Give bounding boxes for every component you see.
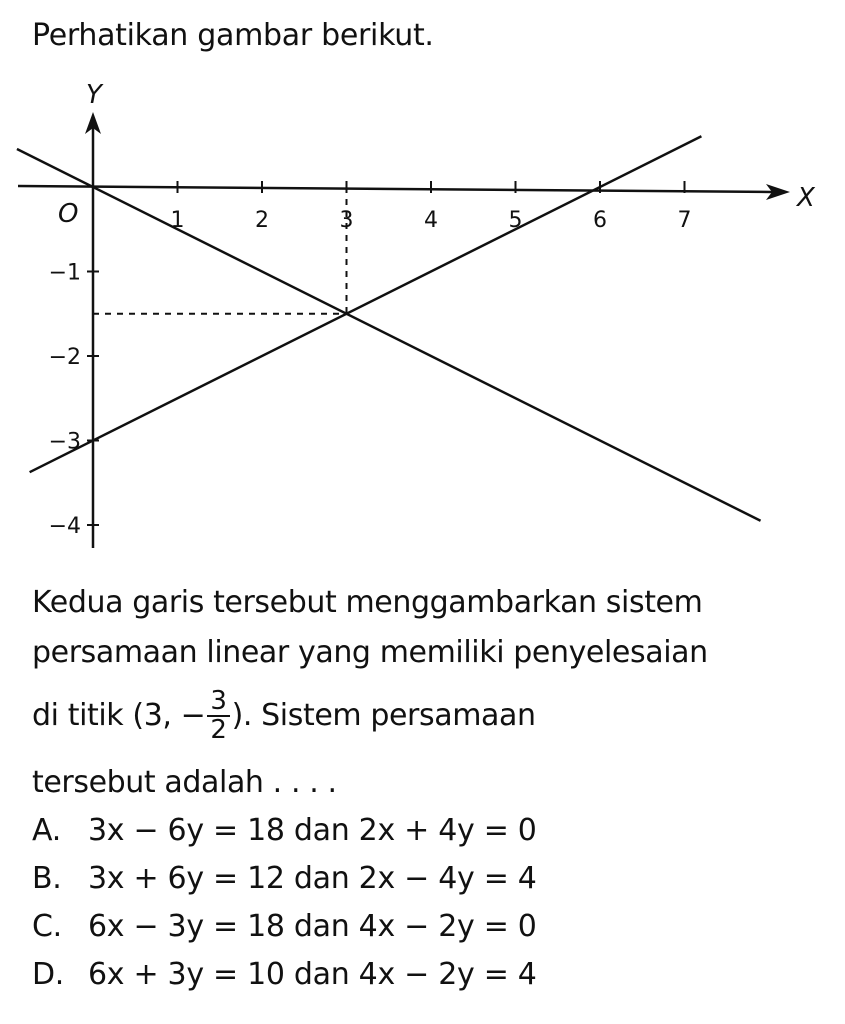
point-text-before: di titik (3, − (32, 697, 206, 733)
option-d-text: 6x + 3y = 10 dan 4x − 2y = 4 (88, 957, 537, 992)
y-tick-label: −1 (48, 260, 81, 286)
x-tick-label: 3 (339, 208, 354, 233)
x-tick-label: 4 (424, 208, 438, 233)
y-tick-label: −3 (48, 429, 81, 455)
option-b-text: 3x + 6y = 12 dan 2x − 4y = 4 (88, 861, 537, 896)
x-axis (18, 186, 772, 192)
option-d[interactable] (32, 957, 537, 992)
intro-text: Perhatikan gambar berikut. (32, 18, 434, 53)
x-tick-label: 2 (255, 208, 269, 233)
option-d-letter: D. (32, 957, 65, 992)
option-a-text: 3x − 6y = 18 dan 2x + 4y = 0 (88, 813, 537, 848)
option-b-letter: B. (32, 861, 62, 896)
graph-line-1 (17, 149, 761, 521)
x-tick-label: 7 (677, 208, 692, 233)
x-tick-label: 1 (170, 208, 185, 233)
y-tick-label: −4 (48, 514, 81, 539)
option-c[interactable] (32, 909, 537, 944)
paragraph-line-3 (32, 688, 536, 745)
fraction-numerator: 3 (207, 688, 229, 717)
option-c-text: 6x − 3y = 18 dan 4x − 2y = 0 (88, 909, 537, 944)
origin-label: O (58, 199, 79, 229)
fraction (207, 688, 229, 745)
option-a[interactable] (32, 813, 537, 848)
paragraph-line-4: tersebut adalah . . . . (32, 765, 337, 800)
paragraph-line-1: Kedua garis tersebut menggambarkan sistem (32, 585, 703, 620)
x-tick-label: 6 (593, 208, 607, 233)
point-text-after: ). Sistem persamaan (231, 697, 536, 733)
option-c-letter: C. (32, 909, 62, 944)
fraction-denominator: 2 (210, 715, 227, 746)
x-axis-label: X (797, 183, 815, 213)
coordinate-graph (0, 70, 845, 560)
x-tick-label: 5 (508, 208, 523, 233)
option-a-letter: A. (32, 813, 61, 848)
option-b[interactable] (32, 861, 537, 896)
y-tick-label: −2 (48, 345, 81, 370)
y-axis-label: Y (86, 80, 102, 110)
paragraph-line-2: persamaan linear yang memiliki penyelesaian (32, 635, 708, 670)
